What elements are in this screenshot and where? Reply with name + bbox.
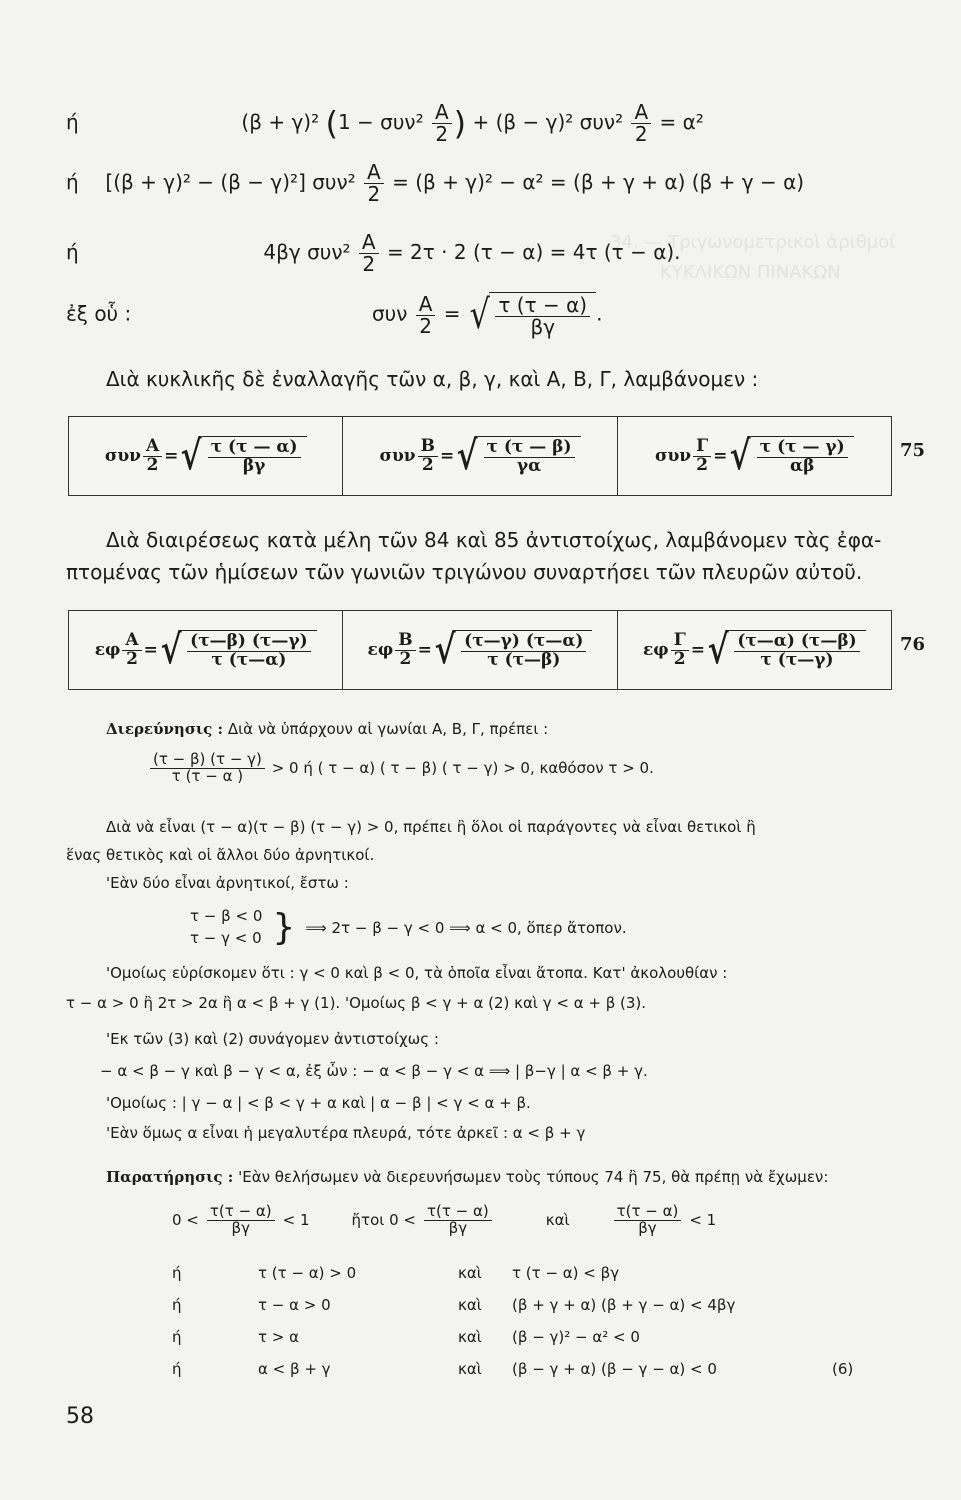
intro-text: Διὰ κυκλικῆς δὲ ἐναλλαγῆς τῶν α, β, γ, καὶ Α, Β, Γ, λαμβάνομεν : <box>106 367 759 391</box>
discussion-line: − α < β − γ καὶ β − γ < α, ἐξ ὧν : − α < β − γ < α ⟹ | β−γ | α < β + γ. <box>100 1062 648 1080</box>
page-number: 58 <box>66 1404 94 1429</box>
formula-cell: συν $\frac{\Gamma}{2}$ = √ $\frac{\tau (\tau — \gamma)}{\alpha\beta}$ <box>618 417 891 495</box>
formula-cell: εφ $\frac{B}{2}$ = √ $\frac{(\tau—\gamma) (\tau—\alpha)}{\tau (\tau—\beta)}$ <box>343 611 617 689</box>
discussion-line: 'Εὰν ὅμως α εἶναι ἡ μεγαλυτέρα πλευρά, τότε ἀρκεῖ : α < β + γ <box>106 1124 586 1142</box>
discussion-heading: Διερεύνησις : Διὰ νὰ ὑπάρχουν αἱ γωνίαι Α, Β, Γ, πρέπει : <box>106 720 549 738</box>
square-root: √ $\frac{\tau (\tau - \alpha)}{\beta\gamma}$ <box>467 292 596 338</box>
paragraph-line: Διὰ διαιρέσεως κατὰ μέλη τῶν 84 καὶ 85 ἀντιστοίχως, λαμβάνομεν τὰς ἐφα- <box>106 528 882 552</box>
formula-cell: εφ $\frac{\Gamma}{2}$ = √ $\frac{(\tau—\alpha) (\tau—\beta)}{\tau (\tau—\gamma)}$ <box>618 611 891 689</box>
derivation-line-1: ή (β + γ)² (1 − συν² $\frac{A}{2}$ ) + (β − γ)² συν² $\frac{A}{2}$ = α² <box>66 100 704 146</box>
equation-number: 76 <box>900 634 926 655</box>
formula-cell: συν $\frac{A}{2}$ = √ $\frac{\tau (\tau — \alpha)}{\beta\gamma}$ <box>69 417 343 495</box>
discussion-line: Διὰ νὰ εἶναι (τ − α)(τ − β) (τ − γ) > 0, πρέπει ἢ ὅλοι οἱ παράγοντες νὰ εἶναι θετικοὶ ἢ <box>106 818 756 836</box>
formula-cell: συν $\frac{B}{2}$ = √ $\frac{\tau (\tau — \beta)}{\gamma\alpha}$ <box>343 417 617 495</box>
remark-inequality: 0 < $\frac{\tau(\tau - \alpha)}{\beta\gamma}$ < 1 ἤτοι 0 < $\frac{\tau(\tau - \alpha)}{\beta\gamma}$ καὶ $\frac{\tau(\tau - \alpha)}{\beta\gamma}$ < 1 <box>172 1202 717 1237</box>
derivation-line-4: ἐξ οὗ : συν $\frac{A}{2}$ = √ $\frac{\tau (\tau - \alpha)}{\beta\gamma}$ . <box>66 291 603 339</box>
discussion-line: 'Εκ τῶν (3) καὶ (2) συνάγομεν ἀντιστοίχως : <box>106 1030 439 1048</box>
formula-cell: εφ $\frac{A}{2}$ = √ $\frac{(\tau—\beta) (\tau—\gamma)}{\tau (\tau—\alpha)}$ <box>69 611 343 689</box>
formula-box-75 <box>68 416 892 496</box>
fraction: $\frac{A}{2}$ <box>416 294 436 337</box>
remark-row: ή α < β + γ καὶ (β − γ + α) (β − γ − α) < 0 (6) <box>172 1360 854 1378</box>
bleed-through: 34. — Τριγωνομετρικοὶ ἀριθμοί <box>610 232 896 253</box>
remark-row: ή τ (τ − α) > 0 καὶ τ (τ − α) < βγ <box>172 1264 620 1282</box>
discussion-line: ἕνας θετικὸς καὶ οἱ ἄλλοι δύο ἀρνητικοί. <box>66 846 375 864</box>
formula-box-76 <box>68 610 892 690</box>
equation-number: 75 <box>900 440 926 461</box>
discussion-cases: τ − β < 0 τ − γ < 0 } ⟹ 2τ − β − γ < 0 ⟹ α < 0, ὅπερ ἄτοπον. <box>190 907 627 949</box>
derivation-line-2: ή [(β + γ)² − (β − γ)²] συν² $\frac{A}{2}$ = (β + γ)² − α² = (β + γ + α) (β + γ − α) <box>66 160 805 206</box>
discussion-inequality: $\frac{(\tau - \beta) (\tau - \gamma)}{\tau (\tau - \alpha )}$ > 0 ή ( τ − α) ( τ − β) ( τ − γ) > 0, καθόσον τ > 0. <box>148 752 654 785</box>
remark-row: ή τ − α > 0 καὶ (β + γ + α) (β + γ − α) < 4βγ <box>172 1296 736 1314</box>
fraction: $\frac{A}{2}$ <box>359 232 379 275</box>
discussion-line: τ − α > 0 ἢ 2τ > 2α ἢ α < β + γ (1). 'Ομοίως β < γ + α (2) καὶ γ < α + β (3). <box>66 994 647 1012</box>
discussion-line: 'Ομοίως : | γ − α | < β < γ + α καὶ | α − β | < γ < α + β. <box>106 1094 531 1112</box>
remark-heading: Παρατήρησις : 'Εὰν θελήσωμεν νὰ διερευνήσωμεν τοὺς τύπους 74 ἢ 75, θὰ πρέπῃ νὰ ἔχωμεν: <box>106 1168 829 1186</box>
bleed-through: ΚΥΚΛΙΚΩΝ ΠΙΝΑΚΩΝ <box>660 262 841 283</box>
fraction: $\frac{A}{2}$ <box>432 102 452 145</box>
paragraph-line: πτομένας τῶν ἡμίσεων τῶν γωνιῶν τριγώνου συναρτήσει τῶν πλευρῶν αὐτοῦ. <box>66 560 863 584</box>
discussion-line: 'Ομοίως εὑρίσκομεν ὅτι : γ < 0 καὶ β < 0, τὰ ὁποῖα εἶναι ἄτοπα. Κατ' ἀκολουθίαν : <box>106 964 728 982</box>
fraction: $\frac{A}{2}$ <box>631 102 651 145</box>
fraction: $\frac{A}{2}$ <box>364 162 384 205</box>
remark-row: ή τ > α καὶ (β − γ)² − α² < 0 <box>172 1328 640 1346</box>
discussion-line: 'Εὰν δύο εἶναι ἀρνητικοί, ἔστω : <box>106 874 349 892</box>
derivation-line-3: ή 4βγ συν² $\frac{A}{2}$ = 2τ · 2 (τ − α) = 4τ (τ − α). <box>66 230 681 276</box>
